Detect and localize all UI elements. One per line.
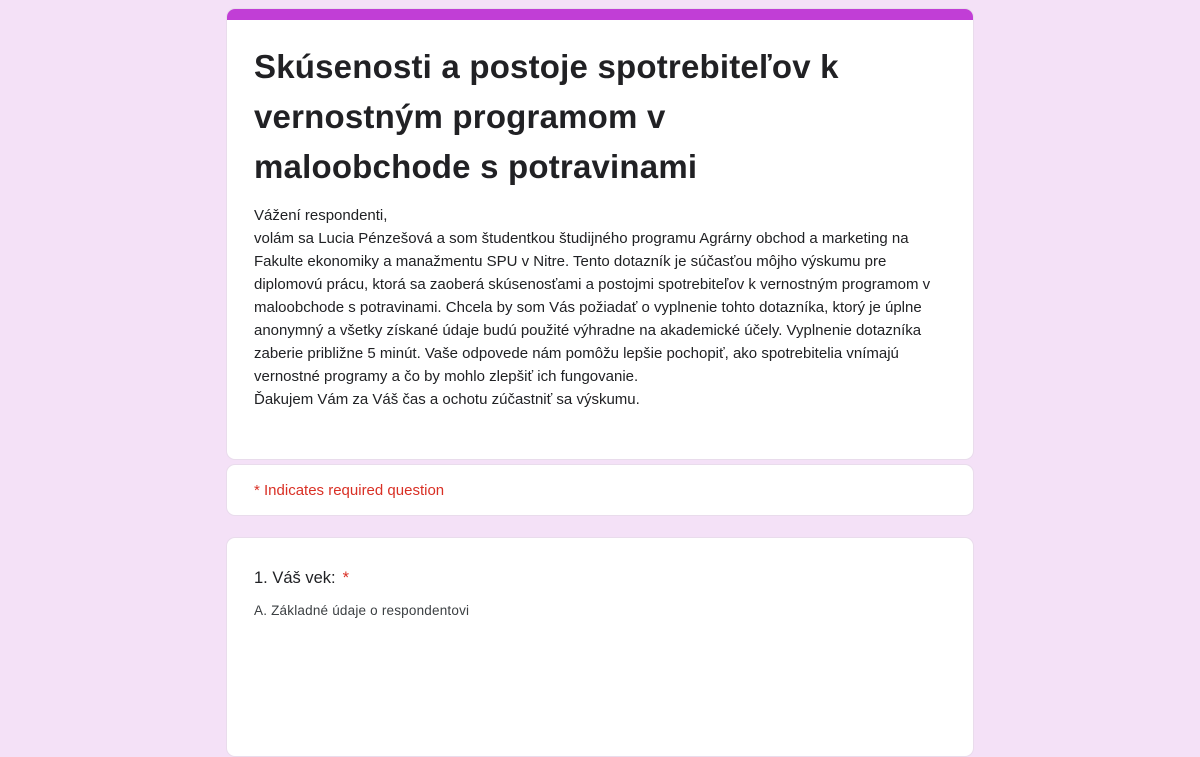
form-title-line: Skúsenosti a postoje spotrebiteľov k [254, 48, 839, 85]
theme-accent-bar [226, 8, 974, 20]
question-title [254, 567, 946, 589]
question-description: A. Základné údaje o respondentovi [254, 603, 470, 618]
question-label: 1. Váš vek: [254, 569, 336, 587]
required-note: * Indicates required question [254, 481, 445, 499]
form-header-body [227, 20, 973, 411]
required-note-card [226, 464, 974, 516]
form-header-card [226, 8, 974, 460]
question-card [226, 537, 974, 757]
form-title-line: maloobchode s potravinami [254, 148, 698, 185]
form-description-paragraph: Ďakujem Vám za Váš čas a ochotu zúčastniť sa výskumu. [254, 391, 640, 408]
required-asterisk: * [342, 569, 350, 587]
form-description [254, 204, 950, 411]
form-title [254, 42, 950, 192]
form-description-paragraph: volám sa Lucia Pénzešová a som študentkou študijného programu Agrárny obchod a marketing na Fakulte ekonomiky a manažmentu SPU v Nitre. Tento dotazník je súčasťou môjho výskumu pre diplomovú prácu, ktorá sa zaoberá skúsenosťami a postojmi spotrebiteľov k vernostným programom v maloobchode s potravinami. Chcela by som Vás požiadať o vyplnenie tohto dotazníka, ktorý je úplne anonymný a všetky získané údaje budú použité výhradne na akademické účely. Vyplnenie dotazníka zaberie približne 5 minút. Vaše odpovede nám pomôžu lepšie pochopiť, ako spotrebitelia vnímajú vernostné programy a čo by mohlo zlepšiť ich fungovanie. [254, 230, 931, 385]
form-title-line: vernostným programom v [254, 98, 666, 135]
form-description-paragraph: Vážení respondenti, [254, 207, 388, 224]
form-column [226, 0, 974, 757]
